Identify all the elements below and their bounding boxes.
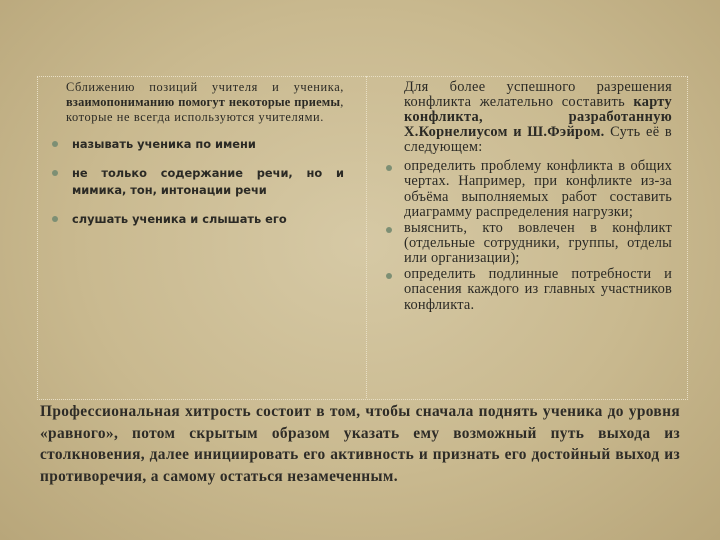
right-bullet-item — [382, 221, 672, 267]
left-bullet-item — [52, 165, 344, 199]
bullet-icon — [386, 165, 392, 171]
left-intro — [52, 80, 344, 124]
right-intro-text-1: Для более успешного разрешения конфликта желательно составить — [404, 79, 672, 110]
right-intro-text-2: Суть её в следующем: — [404, 124, 672, 155]
bullet-icon — [386, 273, 392, 279]
left-bullet-item — [52, 136, 344, 153]
bullet-icon — [386, 227, 392, 233]
left-bullet-text: не только содержание речи, но и мимика, тон, интонации речи — [72, 166, 344, 197]
right-bullet-text: выяснить, кто вовлечен в конфликт (отдельные сотрудники, группы, отделы или организации); — [404, 219, 672, 267]
right-intro-bold: карту конфликта, разработанную Х.Корнелиусом и Ш.Фэйром. — [404, 94, 672, 140]
bullet-icon — [52, 170, 58, 176]
column-divider — [366, 76, 367, 398]
right-bullet-text: определить подлинные потребности и опасения каждого из главных участников конфликта. — [404, 265, 672, 313]
left-bullet-text: слушать ученика и слышать его — [72, 211, 287, 226]
left-column — [52, 80, 344, 240]
bottom-paragraph: Профессиональная хитрость состоит в том, чтобы сначала поднять ученика до уровня «равного», потом скрытым образом указать ему возможный путь выхода из столкновения, далее инициировать его активность и признать его достойный выход из противоречия, а самому остаться незамеченным. — [40, 403, 680, 485]
right-column — [382, 80, 672, 313]
right-bullet-text: определить проблему конфликта в общих чертах. Например, при конфликте из-за объёма выполняемых работ составить диаграмму распределения нагрузки; — [404, 158, 672, 221]
left-bullet-item — [52, 211, 344, 228]
bullet-icon — [52, 216, 58, 222]
right-bullet-list — [382, 159, 672, 313]
right-bullet-item — [382, 159, 672, 221]
left-bullet-text: называть ученика по имени — [72, 137, 256, 152]
left-intro-text-2: , которые не всегда используются учителями. — [66, 94, 344, 124]
right-intro — [404, 80, 672, 155]
right-bullet-item — [382, 267, 672, 313]
left-intro-bold: взаимопониманию помогут некоторые приемы — [66, 94, 341, 109]
bullet-icon — [52, 141, 58, 147]
left-intro-text-1: Сближению позиций учителя и ученика, — [66, 80, 344, 94]
left-bullet-list — [52, 136, 344, 227]
